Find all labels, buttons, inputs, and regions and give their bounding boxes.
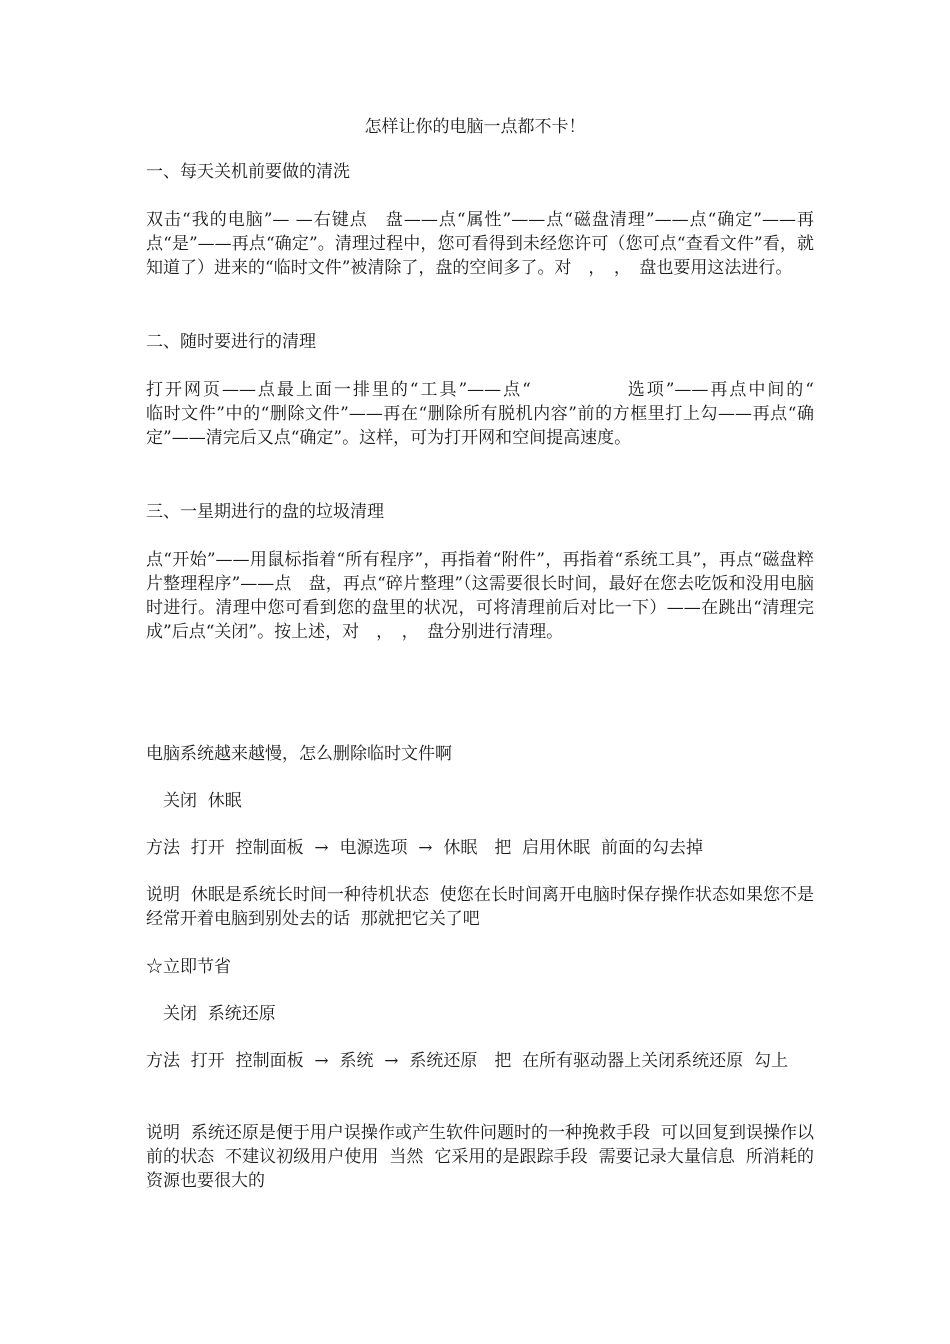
item1-note: 说明 休眠是系统长时间一种待机状态 使您在长时间离开电脑时保存操作状态如果您不是经常开着电脑到别处去的话 那就把它关了吧 xyxy=(146,885,814,929)
document-title: 怎样让你的电脑一点都不卡！ xyxy=(364,117,586,137)
item2-note: 说明 系统还原是便于用户误操作或产生软件问题时的一种挽救手段 可以回复到误操作以前的状态 不建议初级用户使用 当然 它采用的是跟踪手段 需要记录大量信息 所消耗的资源也要很大的 xyxy=(146,1123,814,1191)
section1-heading: 一、每天关机前要做的清洗 xyxy=(146,162,350,182)
section2-heading: 二、随时要进行的清理 xyxy=(146,332,316,352)
section3-heading: 三、一星期进行的盘的垃圾清理 xyxy=(146,502,384,522)
section1-body: 双击“我的电脑”— —右键点 盘——点“属性”——点“磁盘清理”——点“确定”——再点“是”——再点“确定”。清理过程中，您可看得到未经您许可（您可点“查看文件”看，就知道了）进来的“临时文件”被清除了，盘的空间多了。对 ， ， 盘也要用这法进行。 xyxy=(146,210,814,278)
item1-heading: 关闭 休眠 xyxy=(146,791,242,811)
item2-heading: 关闭 系统还原 xyxy=(146,1004,276,1024)
section3-body: 点“开始”——用鼠标指着“所有程序”，再指着“附件”，再指着“系统工具”，再点“磁盘粹片整理程序”——点 盘，再点“碎片整理”（这需要很长时间，最好在您去吃饭和没用电脑时进行。清理中您可看到您的盘里的状况，可将清理前后对比一下）——在跳出“清理完成”后点“关闭”。按上述，对 ， ， 盘分别进行清理。 xyxy=(146,550,814,642)
section2-body: 打开网页——点最上面一排里的“工具”——点“ 选项”——再点中间的“ 临时文件”中的“删除文件”——再在“删除所有脱机内容”前的方框里打上勾——再点“确定”——清完后又点“确定”。这样，可为打开网和空间提高速度。 xyxy=(146,380,899,448)
article2-title: 电脑系统越来越慢，怎么删除临时文件啊 xyxy=(146,744,452,764)
item2-method: 方法 打开 控制面板 → 系统 → 系统还原 把 在所有驱动器上关闭系统还原 勾上 xyxy=(146,1051,788,1071)
star-label: ☆立即节省 xyxy=(146,957,231,977)
item1-method: 方法 打开 控制面板 → 电源选项 → 休眠 把 启用休眠 前面的勾去掉 xyxy=(146,838,703,858)
